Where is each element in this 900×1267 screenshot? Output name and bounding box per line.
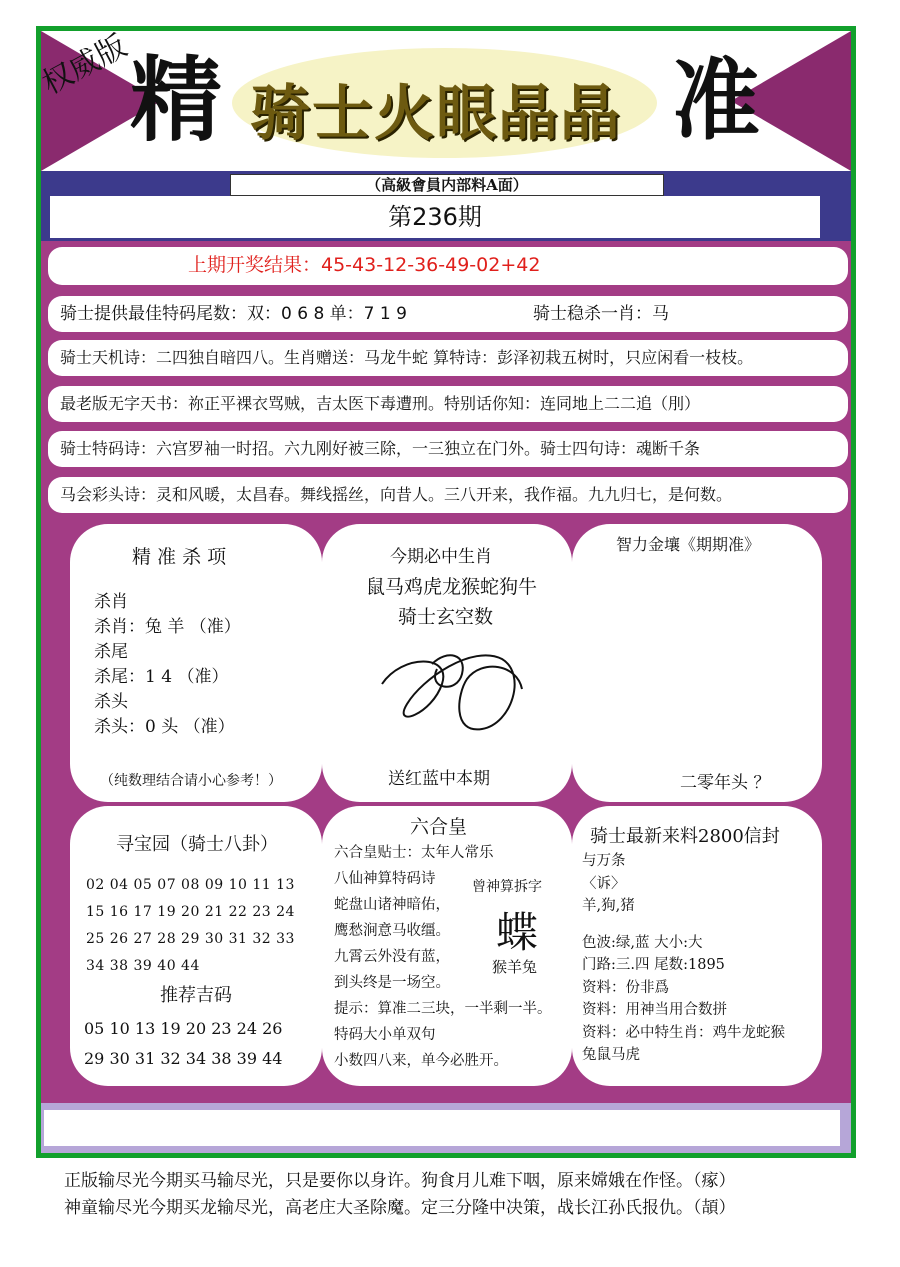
number-row: 25 26 27 28 29 30 31 32 33 (86, 931, 295, 947)
liuhe-line: 八仙神算特码诗 (334, 871, 436, 887)
zodiac-line-3: 骑士玄空数 (398, 606, 494, 628)
wisdom-card (572, 524, 822, 802)
last-result: 上期开奖结果：45-43-12-36-49-02+42 (188, 254, 541, 276)
latest-line: 羊,狗,猪 (582, 898, 635, 914)
latest-title: 骑士最新来料2800信封 (590, 826, 780, 847)
liuhe-line: 蛇盘山诸神暗佑， (334, 897, 450, 913)
kill-line: 杀肖：兔 羊 （准） (94, 617, 241, 637)
zodiac-card (322, 524, 572, 802)
liuhe-line: 特码大小单双句 (334, 1027, 436, 1043)
tail-row (48, 296, 848, 332)
kill-line: 杀肖 (94, 592, 128, 612)
treasure-card (70, 806, 322, 1086)
latest-line: 〈诉〉 (582, 875, 626, 892)
poem-row-2: 最老版无字天书：祢正平裸衣骂贼，吉太医下毒遭刑。特别话你知：连同地上二二追（刖） (48, 386, 848, 422)
liuhe-line: 六合皇贴士：太年人常乐 (334, 845, 494, 861)
subtitle: （高級會員内部料A面） (230, 174, 664, 196)
recommend-row: 29 30 31 32 34 38 39 44 (84, 1049, 283, 1068)
footer-blank (44, 1110, 840, 1146)
latest-line: 兔鼠马虎 (582, 1047, 640, 1063)
last-result-row (48, 247, 848, 285)
kill-card-title: 精 准 杀 项 (132, 546, 227, 568)
kill-card (70, 524, 322, 802)
recommend-row: 05 10 13 19 20 23 24 26 (84, 1019, 283, 1038)
kill-card-lines (94, 590, 241, 740)
zodiac-bottom: 送红蓝中本期 (388, 769, 490, 789)
liuhe-side-bottom: 猴羊兔 (492, 958, 538, 976)
latest-card (572, 806, 822, 1086)
zodiac-line-2: 鼠马鸡虎龙猴蛇狗牛 (366, 576, 538, 598)
big-char-right: 准 (672, 48, 761, 152)
liuhe-line: 小数四八来，单今必胜开。 (334, 1053, 508, 1069)
liuhe-big-char: 蝶 (496, 908, 539, 957)
treasure-title: 寻宝园（骑士八卦） (116, 834, 278, 855)
recommend-title: 推荐吉码 (160, 985, 232, 1006)
kill-one: 骑士稳杀一肖：马 (533, 304, 669, 324)
number-row: 15 16 17 19 20 21 22 23 24 (86, 904, 295, 920)
liuhe-line: 九霄云外没有蓝， (334, 949, 450, 965)
latest-line: 资料：份非爲 (582, 979, 669, 996)
tail-numbers: 骑士提供最佳特码尾数：双：0 6 8 单：7 1 9 (60, 304, 407, 324)
latest-line: 资料：用神当用合数拼 (582, 1002, 727, 1018)
latest-line: 色波:绿,蓝 大小:大 (582, 934, 703, 951)
latest-line: 资料：必中特生肖：鸡牛龙蛇猴 (582, 1024, 785, 1041)
signature-scribble-icon (372, 634, 532, 744)
latest-line (582, 918, 785, 932)
kill-line: 杀尾 (94, 642, 128, 662)
issue-number: 第236期 (50, 196, 820, 238)
kill-card-note: （纯数理结合请小心参考！） (100, 773, 282, 789)
recommend-numbers (84, 1014, 282, 1074)
number-row: 34 38 39 40 44 (86, 958, 200, 974)
kill-line: 杀头：0 头 （准） (94, 717, 235, 737)
poem-row-4: 马会彩头诗：灵和风暖，太昌春。舞线摇丝，向昔人。三八开来，我作福。九九归七，是何数。 (48, 477, 848, 513)
liuhe-title: 六合皇 (410, 816, 468, 838)
kill-line: 杀头 (94, 692, 128, 712)
latest-line: 与万条 (582, 853, 626, 869)
kill-line: 杀尾：1 4 （准） (94, 667, 229, 687)
big-char-left: 精 (130, 46, 223, 154)
wisdom-title: 智力金壤《期期准》 (616, 535, 761, 554)
liuhe-line: 到头终是一场空。 (334, 975, 450, 991)
poem-row-1: 骑士天机诗：二四独自暗四八。生肖赠送：马龙牛蛇 算特诗：彭泽初栽五树时，只应闲看一枝枝。 (48, 340, 848, 376)
liuhe-line: 鹰愁涧意马收缰。 (334, 923, 450, 939)
number-row: 02 04 05 07 08 09 10 11 13 (86, 877, 295, 893)
poem-row-3: 骑士特码诗：六宫罗袖一时招。六九刚好被三除，一三独立在门外。骑士四句诗：魂断千条 (48, 431, 848, 467)
liuhe-side-title: 曾神算拆字 (472, 879, 542, 895)
authority-tag: 权威版 (36, 28, 133, 102)
latest-line: 门路:三.四 尾数:1895 (582, 957, 725, 973)
zodiac-line-1: 今期必中生肖 (390, 547, 492, 567)
page-title: 骑士火眼晶晶 (250, 79, 622, 149)
bottom-line-2: 神童输尽光今期买龙输尽光，高老庄大圣除魔。定三分隆中决策，战长江孙氏报仇。（頡） (64, 1198, 736, 1218)
liuhe-line: 提示：算准二三块，一半剩一半。 (334, 1001, 552, 1017)
bottom-line-1: 正版输尽光今期买马输尽光，只是要你以身许。狗食月儿难下咽，原来嫦娥在作怪。（瘃） (64, 1171, 736, 1191)
liuhe-card (322, 806, 572, 1086)
latest-lines (582, 850, 785, 1067)
treasure-numbers (86, 872, 295, 980)
wisdom-bottom: 二零年头 ？ (680, 773, 771, 793)
